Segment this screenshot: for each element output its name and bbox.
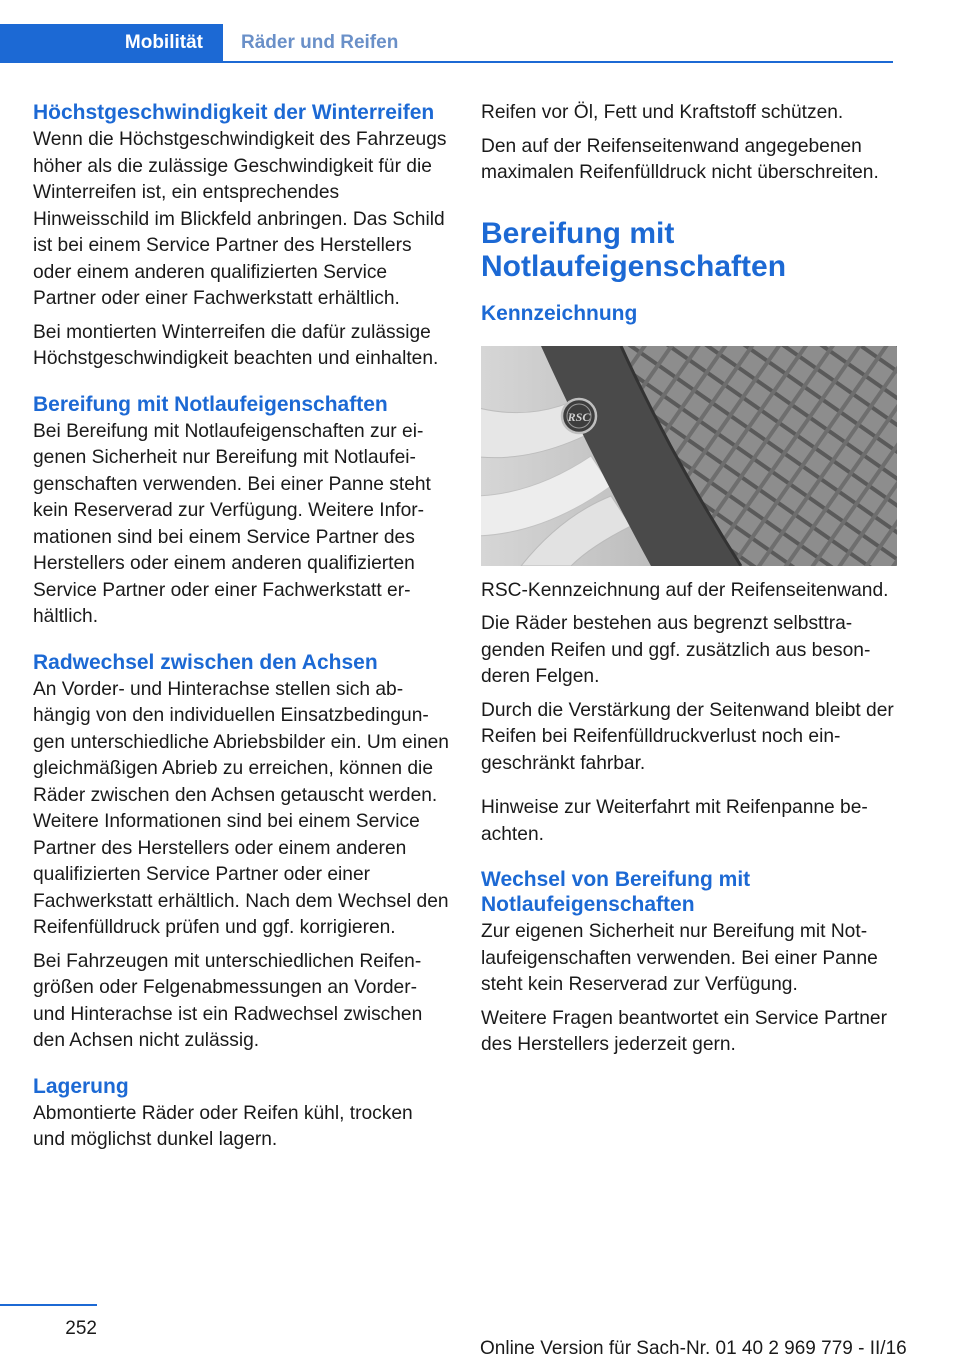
paragraph-verstaerkung: Durch die Verstärkung der Seitenwand bleibt der Reifen bei Reifenfülldruckverlust noch eingeschränkt fahrbar. [481, 699, 894, 774]
paragraph-winter-1: Wenn die Höchstgeschwindigkeit des Fahrzeugs höher als die zulässige Geschwindigkeit für die Winterreifen ist, ein entsprechendes Hinweisschild im Blickfeld anbringen. Das Schild ist bei einem Service Partner des Herstellers oder einem anderen qualifizierten Service Partner oder einer Fachwerkstatt erhältlich. [33, 129, 447, 309]
paragraph-winter-2: Bei montierten Winterreifen die dafür zulässige Höchstgeschwindigkeit beachten und einhalten. [33, 321, 439, 369]
heading-wechsel-runflat: Wechsel von Bereifung mit Notlaufeigenschaften [481, 868, 751, 916]
rsc-logo-text: RSC [567, 409, 591, 424]
tab-raeder-und-reifen[interactable] [241, 24, 398, 62]
paragraph-radwechsel-2: Bei Fahrzeugen mit unterschiedlichen Reifengrößen oder Felgenabmessungen an Vorder- und Hinterachse ist ein Radwechsel zwischen den Achsen nicht zulässig. [33, 950, 423, 1051]
paragraph-wechsel-runflat-1: Zur eigenen Sicherheit nur Bereifung mit Notlaufeigenschaften verwenden. Bei einer Panne steht kein Reserverad zur Verfügung. [481, 921, 878, 995]
page-number-text: 252 [65, 1318, 97, 1339]
paragraph-lagerung: Abmontierte Räder oder Reifen kühl, trocken und möglichst dunkel lagern. [33, 1102, 413, 1150]
tab-mobilitaet[interactable] [0, 24, 223, 62]
paragraph-continued-2: Den auf der Reifenseitenwand angegebenen maximalen Reifenfülldruck nicht überschreiten. [481, 135, 879, 183]
tab-mobilitaet-label: Mobilität [124, 32, 203, 53]
rsc-tire-figure [481, 346, 897, 566]
rsc-logo-icon [562, 399, 596, 433]
paragraph-continued-1: Reifen vor Öl, Fett und Kraftstoff schützen. [481, 102, 844, 123]
right-column [481, 100, 897, 1066]
figure-caption: RSC-Kennzeichnung auf der Reifenseitenwand. [481, 579, 889, 601]
heading-lagerung: Lagerung [33, 1074, 129, 1098]
tab-raeder-label: Räder und Reifen [241, 32, 399, 53]
heading-radwechsel: Radwechsel zwischen den Achsen [33, 650, 378, 674]
page-header [0, 24, 960, 62]
left-column [33, 100, 449, 1161]
header-rule [0, 61, 893, 63]
paragraph-runflat: Bei Bereifung mit Notlaufeigenschaften zur eigenen Sicherheit nur Bereifung mit Notlaufeigenschaften verwenden. Bei einer Panne steht kein Reserverad zur Verfügung. Weitere Informationen sind bei einem Service Partner des Herstellers oder einem anderen qualifizierten Service Partner oder einer Fachwerkstatt erhältlich. [33, 420, 431, 627]
online-version-note: Online Version für Sach-Nr. 01 40 2 969 779 - II/16 [480, 1338, 907, 1359]
paragraph-radwechsel-1: An Vorder- und Hinterachse stellen sich abhängig von den individuellen Einsatzbedingungen unterschiedliche Abriebsbilder ein. Um einen gleichmäßigen Abrieb zu erreichen, können die Räder zwischen den Achsen getauscht werden. Weitere Informationen sind bei einem Service Partner des Herstellers oder einem anderen qualifizierten Service Partner oder einer Fachwerkstatt erhältlich. Nach dem Wechsel den Reifenfülldruck prüfen und ggf. korrigieren. [33, 678, 449, 938]
footer-rule [0, 1304, 97, 1306]
paragraph-hinweise: Hinweise zur Weiterfahrt mit Reifenpanne beachten. [481, 797, 868, 845]
paragraph-wechsel-runflat-2: Weitere Fragen beantwortet ein Service Partner des Herstellers jederzeit gern. [481, 1007, 887, 1055]
section-title-runflat: Bereifung mit Notlaufeigenschaften [481, 216, 787, 283]
tire-illustration [481, 346, 897, 566]
heading-winter: Höchstgeschwindigkeit der Winterreifen [33, 101, 435, 124]
heading-runflat: Bereifung mit Notlaufeigenschaften [33, 392, 388, 416]
paragraph-raeder: Die Räder bestehen aus begrenzt selbsttragenden Reifen und ggf. zusätzlich aus besonderen Felgen. [481, 613, 871, 687]
heading-kennzeichnung: Kennzeichnung [481, 301, 638, 325]
